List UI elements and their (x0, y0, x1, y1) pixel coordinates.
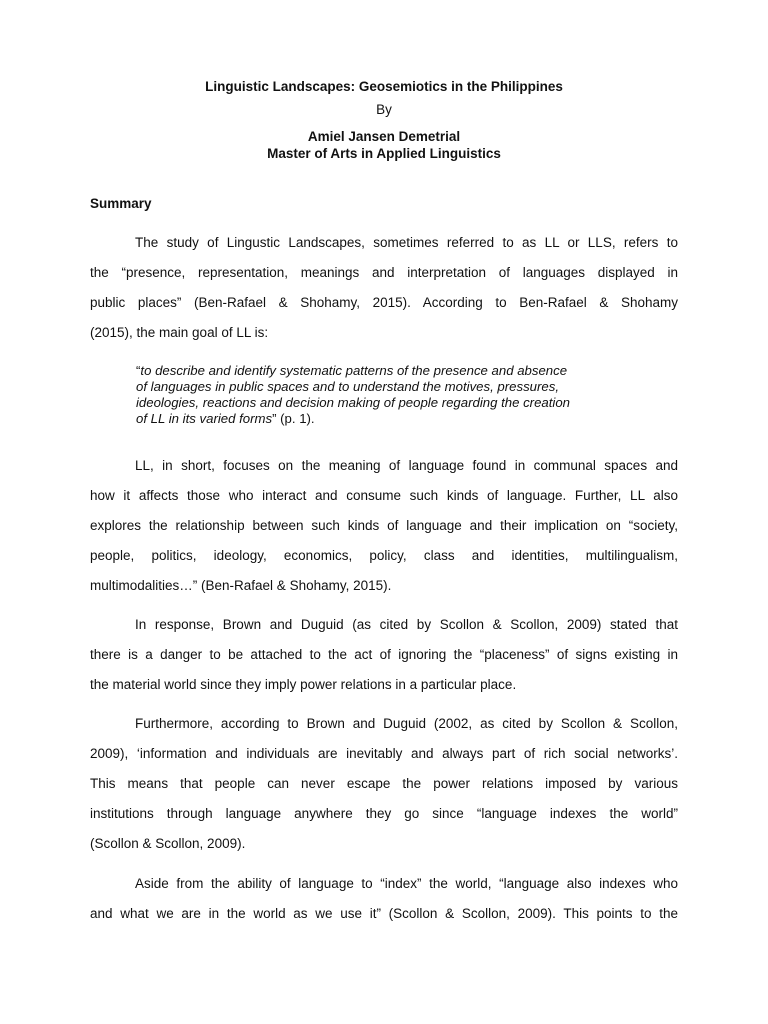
paragraph-line: people, politics, ideology, economics, policy, class and identities, multilingualism, (90, 548, 678, 563)
author-name: Amiel Jansen Demetrial (307, 129, 461, 144)
paragraph-line: In response, Brown and Duguid (as cited by Scollon & Scollon, 2009) stated that (135, 617, 678, 632)
paragraph-line: This means that people can never escape the power relations imposed by various (90, 776, 678, 791)
block-quote-line (136, 411, 636, 427)
quote-open-mark: “ (136, 363, 141, 378)
paragraph-line: the “presence, representation, meanings and interpretation of languages displayed in (90, 265, 678, 280)
section-heading: Summary (90, 196, 152, 211)
paragraph-line: explores the relationship between such kinds of language and their implication on “society, (90, 518, 678, 533)
paragraph-line: public places” (Ben-Rafael & Shohamy, 2015). According to Ben-Rafael & Shohamy (90, 295, 678, 310)
paragraph-line: 2009), ‘information and individuals are inevitably and always part of rich social networks’. (90, 746, 678, 761)
paragraph-line: Furthermore, according to Brown and Duguid (2002, as cited by Scollon & Scollon, (135, 716, 678, 731)
paragraph-line: multimodalities…” (Ben-Rafael & Shohamy, 2015). (90, 578, 392, 593)
paragraph-line: (Scollon & Scollon, 2009). (90, 836, 246, 851)
block-quote-line: ideologies, reactions and decision making of people regarding the creation (136, 395, 571, 410)
paragraph-line: and what we are in the world as we use it” (Scollon & Scollon, 2009). This points to the (90, 906, 678, 921)
quote-text: to describe and identify systematic patterns of the presence and absence (140, 363, 568, 378)
paragraph-line: the material world since they imply power relations in a particular place. (90, 677, 517, 692)
paragraph-line: institutions through language anywhere they go since “language indexes the world” (90, 806, 678, 821)
paragraph-line: there is a danger to be attached to the act of ignoring the “placeness” of signs existing in (90, 647, 678, 662)
quote-text: of LL in its varied forms (136, 411, 273, 426)
paragraph-line: (2015), the main goal of LL is: (90, 325, 269, 340)
paragraph-line: The study of Lingustic Landscapes, sometimes referred to as LL or LLS, refers to (135, 235, 678, 250)
by-line: By (376, 102, 392, 117)
paragraph-line: LL, in short, focuses on the meaning of language found in communal spaces and (135, 458, 678, 473)
document-title: Linguistic Landscapes: Geosemiotics in the Philippines (205, 79, 563, 94)
block-quote-line (136, 363, 636, 379)
paragraph-line: how it affects those who interact and consume such kinds of language. Further, LL also (90, 488, 678, 503)
block-quote-line: of languages in public spaces and to understand the motives, pressures, (136, 379, 559, 394)
paragraph-line: Aside from the ability of language to “index” the world, “language also indexes who (135, 876, 678, 891)
degree-line: Master of Arts in Applied Linguistics (267, 146, 501, 161)
quote-citation: ” (p. 1). (272, 411, 315, 426)
